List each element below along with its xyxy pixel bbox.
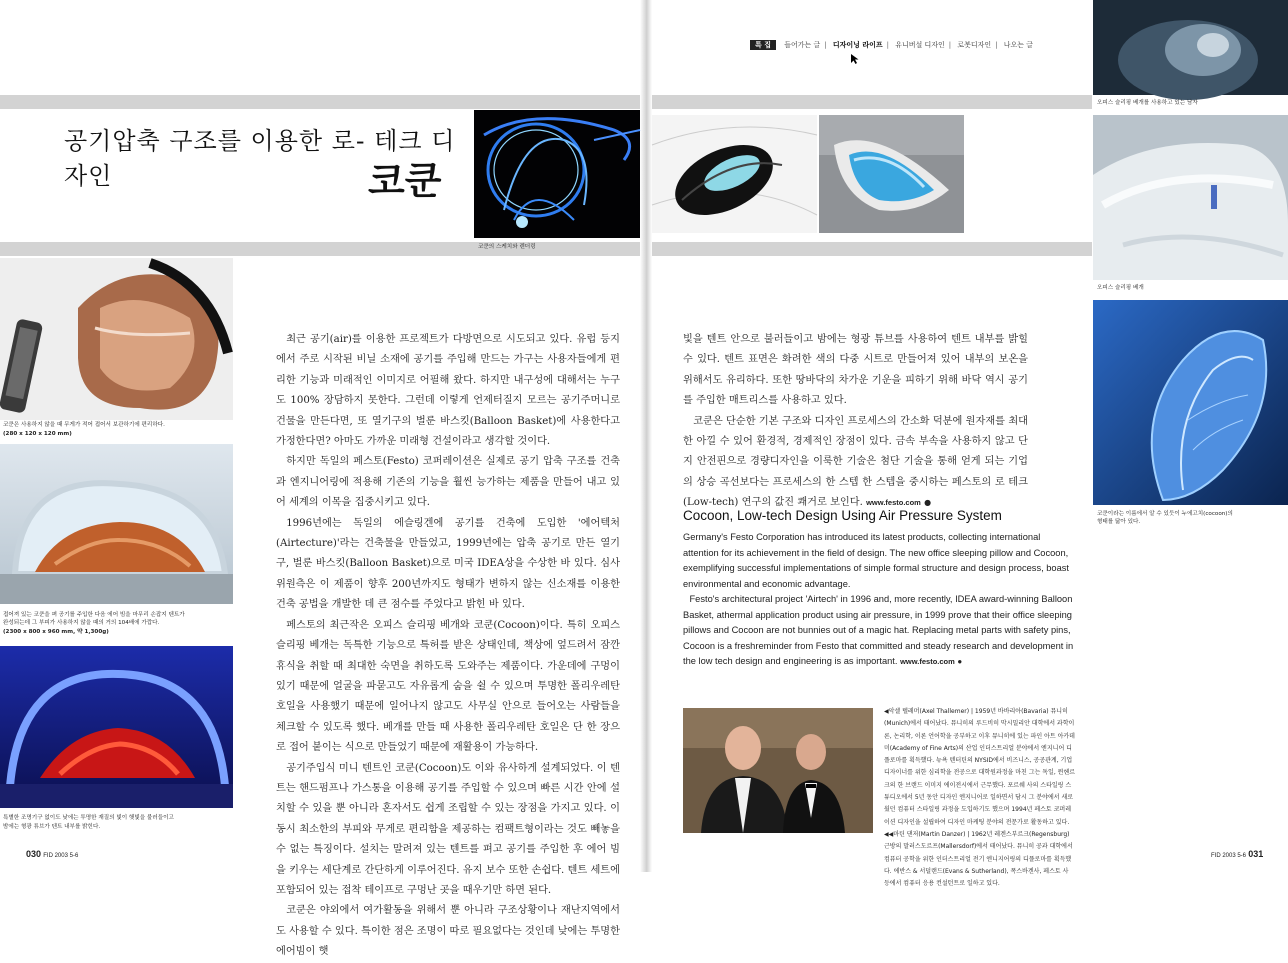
nav-item-robot-design[interactable]: 로봇디자인 <box>957 41 992 49</box>
paragraph-3: 1996년에는 독일의 에슬링겐에 공기를 건축에 도입한 '에어텍처(Airtecture)'라는 건축물을 만들었고, 1999년에는 압축 공기로 만든 열기구, 벌룬 바스킷(Balloon Basket)으로 미국 IDEA상을 수상한 바 있다. 심사위원측은 이 제품이 향후 200년까지도 형태가 변하지 않는 신소재를 이용한 건축 공법을 개발한 데 큰 점수를 주었다고 밝힌 바 있다. <box>276 517 620 611</box>
end-mark-icon: ● <box>924 498 932 508</box>
left-folio <box>26 849 78 859</box>
cocoon-render-ice-photo <box>819 115 964 233</box>
caption-sleeping-man: 오피스 슬리핑 베개를 사용하고 있는 남자 <box>1097 100 1198 106</box>
caption-night-2: 밤에는 형광 튜브가 텐트 내부를 밝힌다. <box>3 824 101 830</box>
left-bottom-band <box>0 242 640 256</box>
sketch-caption: 코쿤의 스케치와 렌더링 <box>478 244 536 250</box>
caption-inflated-3: (2300 x 800 x 960 mm, 약 1,300g) <box>3 629 109 635</box>
right-bottom-band <box>652 242 1092 256</box>
cursor-icon <box>851 49 859 68</box>
paragraph-5: 공기주입식 미니 텐트인 코쿤(Cocoon)도 이와 유사하게 설계되었다. 이 텐트는 핸드펌프나 가스통을 이용해 공기를 주입할 수 있으며 빠른 시간 안에 설치할 수 있을 뿐 아니라 혼자서도 쉽게 조립할 수 있는 장점을 가지고 있다. 이동시 최소한의 부피와 무게로 편리함을 제공하는 컴팩트형이라는 것도 빼놓을 수 없는 특징이다. 설치는 말려져 있는 텐트를 펴고 공기를 주입한 후 에어 빔을 키우는 세단계로 간단하게 이루어진다. 유지 보수 또한 손쉽다. 텐트 세트에 포함되어 있는 접착 테이프로 구멍난 곳을 때우기만 하면 된다. <box>276 762 620 896</box>
right-top-band <box>652 95 1092 109</box>
end-mark-icon-en: ● <box>957 657 963 666</box>
folded-cocoon-photo <box>0 258 233 420</box>
english-paragraph-1: Germany's Festo Corporation has introduced its latest products, collecting international attention for its achievement in the field of design. The new office sleeping pillow and Cocoon, exemplifying successful implementations of simple formal structure and design process, boast environmental and economic advantage. <box>683 532 1069 589</box>
festo-url-english[interactable]: www.festo.com <box>900 657 955 666</box>
english-body <box>683 530 1078 670</box>
caption-closeup-2: 형태를 닮아 있다. <box>1097 519 1141 525</box>
nav-item-outro[interactable]: 나오는 글 <box>1003 41 1034 49</box>
bio-axel-thallemer: ◀악셀 텔레머(Axel Thallemer) | 1959년 바바리아(Bavaria) 뮤니히(Munich)에서 태어났다. 뮤니히의 루드비히 막시밀리안 대학에서 과학이론, 논리학, 이론 언어학을 공부하고 이후 뮤니히에 있는 파인 아트 아카데미(Academy of Fine Arts)의 산업 인더스트리얼 분야에서 엔지니어 디플로마를 획득했다. 뉴욕 텐터틴의 NYSID에서 비즈니스, 공공관계, 기업 디자이너를 위한 심리학을 전공으로 대학원과정을 마친 그는 독일, 뮌헨르크의 한 브랜드 이미지 에이전시에서 근무했다. 포르쉐 사의 스타일링 스튜디오에서 5년 동안 디자인 엔지니어로 일하면서 담시 그 분야에서 새로웠던 컴퓨터 스타일링 과정을 도입하기도 했으며 1994년 페스토 코퍼레이션 디자인을 설립하여 디자인 마케팅 분야의 전문가로 활동하고 있다. <box>884 708 1076 826</box>
paragraph-4: 페스토의 최근작은 오피스 슬리핑 베개와 코쿤(Cocoon)이다. 특히 오피스 슬리핑 베개는 독특한 기능으로 특허를 받은 상태인데, 책상에 엎드려서 잠깐 휴식을 취할 때 최대한 숙면을 취하도록 도와주는 제품이다. 가운데에 구멍이 있기 때문에 얼굴을 파묻고도 자유롭게 숨을 쉴 수 있으며 투명한 폴리우레탄 호일을 사용했기 때문에 일어나지 않고도 사무실 안으로 들어오는 사람들을 체크할 수 있도록 했다. 베개를 만들 때 사용한 폴리우레탄 호일은 단 한 장으로 접어 붙이는 식으로 만들었기 때문에 재활용이 가능하다. <box>276 619 620 754</box>
bio-martin-danzer: ◀◀마틴 댄저(Martin Danzer) | 1962년 레겐스부르크(Regensburg) 근방의 말러스도르프(Mallersdorf)에서 태어났다. 뮤니히 공과 대학에서 컴퓨터 공학을 위한 인더스트리얼 전기 엔니지어링의 디플로마를 획득했다. 에반스 & 서덜랜드(Evans & Sutherland), 폭스바겐사, 페스토 사 등에서 컴퓨터 응용 컨설턴트로 일하고 있다. <box>884 830 1073 888</box>
cocoon-closeup-photo <box>1093 300 1288 505</box>
paragraph-1: 최근 공기(air)를 이용한 프로젝트가 다방면으로 시도되고 있다. 유럽 등지에서 주로 시작된 비닐 소재에 공기를 주입해 만드는 가구는 사용자들에게 편리한 기능과 미래적인 이미지로 어필해 왔다. 하지만 내구성에 대해서는 누구도 100% 장담하지 못한다. 그런데 이렇게 언제터질지 모르는 공기주머니로 건물을 만든다면, 또 열기구의 벌룬 바스킷(Balloon Basket)에 사용한다고 가정한다면? 아마도 가까운 미래형 건설이라고 생각할 것이다. <box>276 334 620 448</box>
article-title: 코쿤 <box>368 159 442 203</box>
right-paragraph-2-text: 코쿤은 단순한 기본 구조와 디자인 프로세스의 간소화 덕분에 원자재를 최대한 아낄 수 있어 환경적, 경제적인 장점이 있다. 금속 부속을 사용하지 않고 단지 안전핀으로 경량디자인을 이룩한 기술은 첨단 기술을 통해 얻게 되는 기업의 상승 곡선보다는 프로세스의 한 스텝 한 스텝을 중시하는 페스토의 로 테크(Low-tech) 연구의 값진 쾌거로 보인다. <box>683 415 1028 509</box>
caption-pillow: 오피스 슬리핑 베개 <box>1097 285 1144 291</box>
caption-folded-2: (280 x 120 x 120 mm) <box>3 431 72 437</box>
night-cocoon-photo <box>0 646 233 808</box>
magazine-issue-right: FID 2003 5-6 <box>1211 853 1247 859</box>
nav-item-intro[interactable]: 들어가는 글 <box>784 41 821 49</box>
right-paragraph-1: 빛을 텐트 안으로 불러들이고 밤에는 형광 튜브를 사용하여 텐트 내부를 밝힐 수 있다. 텐트 표면은 화려한 색의 다중 시트로 만들어져 있어 내부의 보온을 위해서도 유리하다. 또한 땅바닥의 차가운 기운을 피하기 위해 바닥 역시 공기를 주입한 매트리스를 사용하고 있다. <box>683 334 1028 407</box>
section-nav: 특 집 들어가는 글 | 디자이닝 라이프 | 유니버설 디자인 | 로봇디자인 | 나오는 글 <box>750 40 1033 50</box>
designer-bios <box>884 706 1076 890</box>
caption-folded-1: 코쿤은 사용하지 않을 때 무게가 적어 접어서 보관하기에 편리하다. <box>3 422 165 428</box>
left-top-band <box>0 95 640 109</box>
inflated-cocoon-photo <box>0 444 233 604</box>
right-paragraph-2 <box>683 412 1028 514</box>
english-paragraph-2-text: Festo's architectural project 'Airtech' in 1996 and, more recently, IDEA award-winning Balloon Basket, athermal application product using air pressure, in 1999 prove that their office sleeping pillows and Cocoon are not bunnies out of a magic hat. Replacing metal parts with safety pins, Cocoon is a freshreminder from Festo that committed and steady research and development in the low tech design and engineering is as important. <box>683 594 1074 666</box>
caption-closeup-1: 코쿤이라는 이름에서 알 수 있듯이 누에고치(cocoon)의 <box>1097 511 1233 517</box>
paragraph-6: 코쿤은 야외에서 여가활동을 위해서 뿐 아니라 구조상황이나 재난지역에서도 사용할 수 있다. 특이한 점은 조명이 따로 필요없다는 것인데 낮에는 투명한 에어빔이 햇 <box>276 905 620 958</box>
caption-night-1: 특별한 조명기구 없이도 낮에는 투명한 재질의 빛이 햇빛을 불러들이고 <box>3 815 174 821</box>
pillow-photo <box>1093 115 1288 280</box>
cocoon-sketch-photo <box>474 110 640 238</box>
page-number-right: 031 <box>1248 849 1264 859</box>
caption-inflated-1: 접어져 있는 코쿤을 펴 공기를 주입한 다음 에어 빔을 마무리 손잡지 텐트가 <box>3 612 185 618</box>
english-title: Cocoon, Low-tech Design Using Air Pressure System <box>683 508 1002 523</box>
section-tag: 특 집 <box>750 40 776 50</box>
sleeping-man-photo <box>1093 0 1288 95</box>
english-paragraph-2 <box>683 592 1078 670</box>
article-subtitle: 공기압축 구조를 이용한 로- 테크 디자인 <box>64 127 456 190</box>
nav-item-universal-design[interactable]: 유니버설 디자인 <box>895 41 945 49</box>
left-body-text <box>276 330 620 958</box>
magazine-issue-left: FID 2003 5-6 <box>43 853 79 859</box>
page-gutter <box>640 0 652 872</box>
caption-inflated-2: 완성되는데 그 부피가 사용하지 않을 때의 거의 104배에 가깝다. <box>3 620 160 626</box>
cocoon-render-dark-photo <box>652 115 817 233</box>
paragraph-2: 하지만 독일의 페스토(Festo) 코퍼레이션은 실제로 공기 압축 구조를 건축과 엔지니어링에 적용해 기존의 기능을 훨씬 능가하는 제품을 만들어 내고 있어 세계의 이목을 집중시키고 있다. <box>276 456 620 509</box>
right-body-text <box>683 330 1028 514</box>
page-number-left: 030 <box>26 849 42 859</box>
right-folio <box>1211 849 1263 859</box>
designers-photo <box>683 708 873 833</box>
festo-url-korean[interactable]: www.festo.com <box>866 498 921 508</box>
nav-item-designing-life[interactable]: 디자이닝 라이프 <box>832 41 883 49</box>
